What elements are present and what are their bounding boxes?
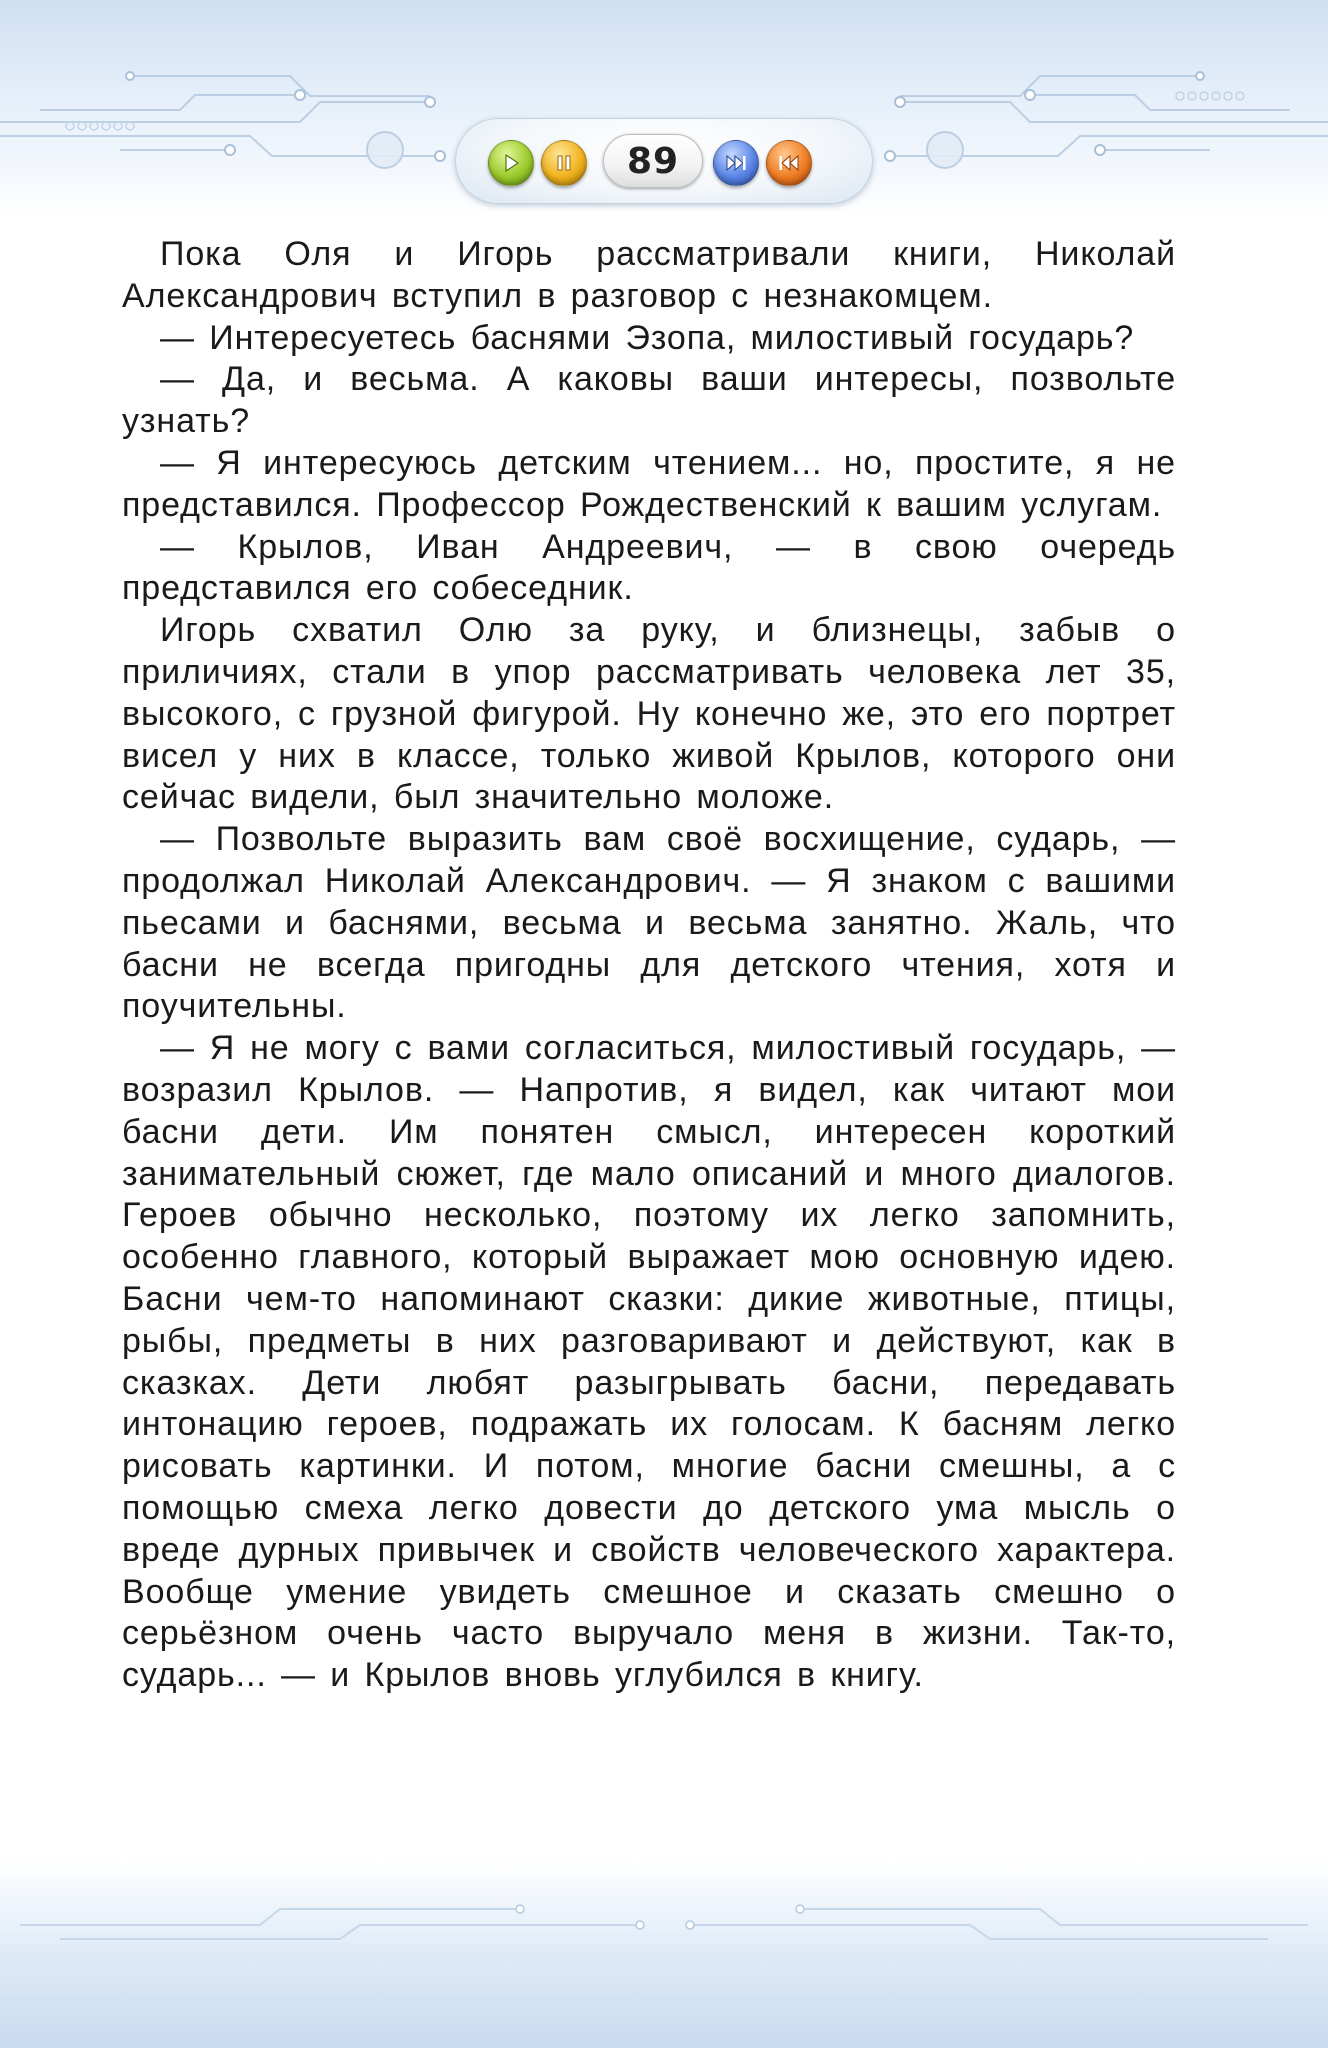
paragraph: — Позвольте выразить вам своё восхищение, сударь, — продолжал Николай Александрович. — Я знаком с вашими пьесами и баснями, весьма и весьма занятно. Жаль, что басни не всегда пригодны для детского чтения, хотя и поучительны. (122, 820, 1176, 1026)
play-icon (500, 152, 522, 174)
paragraph: Игорь схватил Олю за руку, и близнецы, забыв о приличиях, стали в упор рассматривать человека лет 35, высокого, с грузной фигурой. Ну конечно же, это его портрет висел у них в классе, только живой Крылов, которого они сейчас видели, был значительно моложе. (122, 611, 1176, 817)
page-number: 89 (603, 134, 703, 188)
rewind-icon (777, 152, 801, 174)
player-control-bar (455, 118, 873, 204)
paragraph: — Да, и весьма. А каковы ваши интересы, позвольте узнать? (122, 360, 1176, 441)
fast-forward-button[interactable] (713, 140, 759, 186)
pause-icon (553, 152, 575, 174)
footer-circuit-decoration (0, 1895, 1328, 1955)
paragraph: — Я интересуюсь детским чтением... но, простите, я не представился. Профессор Рождественский к вашим услугам. (122, 443, 1176, 524)
page-text (122, 234, 1176, 1697)
paragraph: — Крылов, Иван Андреевич, — в свою очередь представился его собеседник. (122, 527, 1176, 608)
page-header (0, 0, 1328, 215)
paragraph: — Интересуетесь баснями Эзопа, милостивый государь? (160, 318, 1135, 357)
fast-forward-icon (724, 152, 748, 174)
paragraph: — Я не могу с вами согласиться, милостивый государь, — возразил Крылов. — Напротив, я видел, как читают мои басни дети. Им понятен смысл, интересен короткий занимательный сюжет, где мало описаний и много диалогов. Героев обычно несколько, поэтому их легко запомнить, особенно главного, который выражает мою основную идею. Басни чем-то напоминают сказки: дикие животные, птицы, рыбы, предметы в них разговаривают и действуют, как в сказках. Дети любят разыгрывать басни, передавать интонацию героев, подражать их голосам. К басням легко рисовать картинки. И потом, многие басни смешны, а с помощью смеха легко довести до детского ума мысль о вреде дурных привычек и свойств человеческого характера. Вообще умение увидеть смешное и сказать смешно о серьёзном очень часто выручало меня в жизни. Так-то, сударь... — и Крылов вновь углубился в книгу. (122, 1029, 1176, 1695)
rewind-button[interactable] (766, 140, 812, 186)
paragraph: Пока Оля и Игорь рассматривали книги, Николай Александрович вступил в разговор с незнакомцем. (122, 235, 1176, 315)
play-button[interactable] (488, 140, 534, 186)
pause-button[interactable] (541, 140, 587, 186)
page-footer (0, 1895, 1328, 1955)
